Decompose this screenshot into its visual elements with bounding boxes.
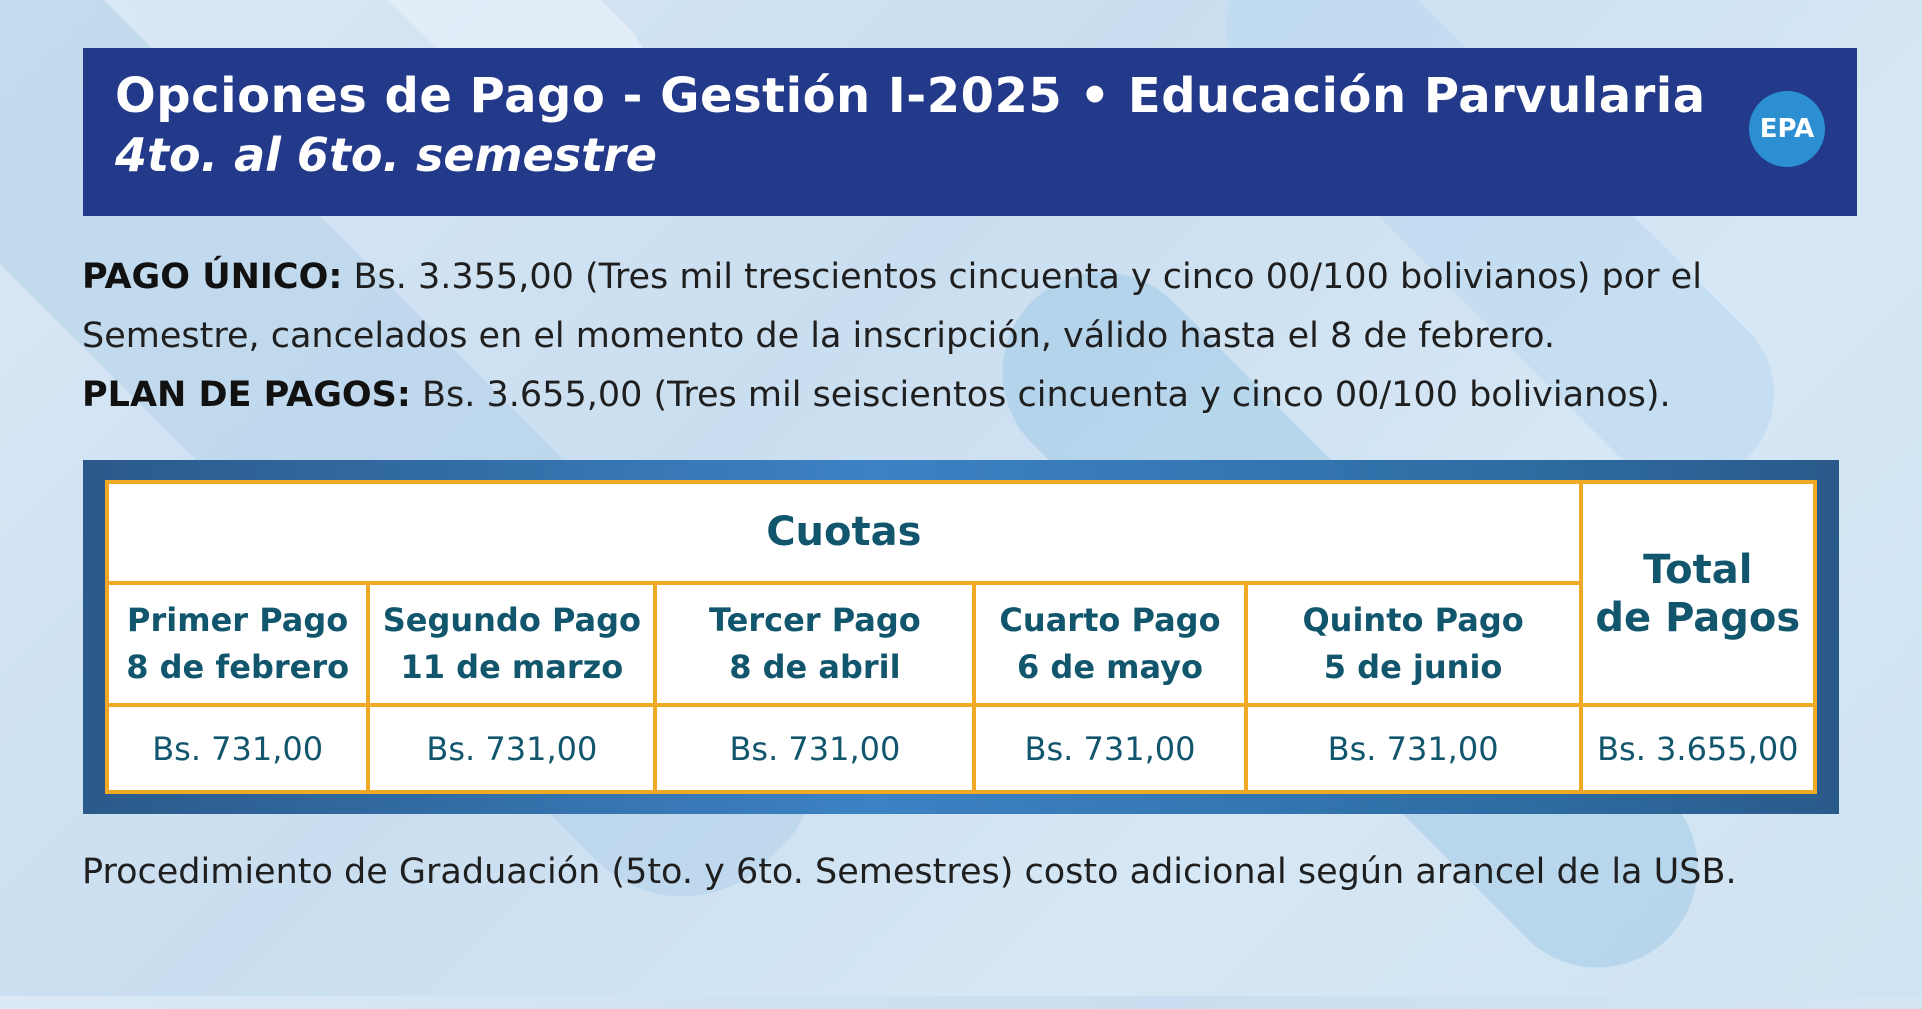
payment-header	[368, 583, 655, 706]
plan-pagos-paragraph	[82, 366, 1842, 425]
pago-unico-text: Bs. 3.355,00 (Tres mil trescientos cincuenta y cinco 00/100 bolivianos) por el Semestre, cancelados en el momento de la inscripción, válido hasta el 8 de febrero.	[82, 257, 1702, 356]
total-amount: Bs. 3.655,00	[1581, 705, 1815, 792]
total-header-line1: Total	[1643, 546, 1753, 593]
payment-date: 11 de marzo	[400, 648, 624, 687]
payment-header	[655, 583, 974, 706]
pago-unico-paragraph	[82, 248, 1842, 366]
payment-table-frame	[83, 460, 1839, 814]
payment-amount: Bs. 731,00	[368, 705, 655, 792]
page-title: Opciones de Pago - Gestión I-2025 • Educación Parvularia	[115, 68, 1706, 124]
payment-date: 5 de junio	[1323, 648, 1503, 687]
header-banner	[83, 48, 1857, 216]
table-row	[107, 705, 1815, 792]
page-subtitle: 4to. al 6to. semestre	[115, 128, 657, 182]
plan-pagos-label: PLAN DE PAGOS:	[82, 375, 411, 415]
payment-name: Quinto Pago	[1302, 601, 1524, 640]
total-header	[1581, 482, 1815, 705]
payment-amount: Bs. 731,00	[1246, 705, 1581, 792]
payment-name: Primer Pago	[127, 601, 349, 640]
total-header-line2: de Pagos	[1595, 594, 1801, 641]
payment-amount: Bs. 731,00	[107, 705, 368, 792]
payment-amount: Bs. 731,00	[974, 705, 1245, 792]
payment-date: 8 de abril	[729, 648, 901, 687]
payment-info	[82, 248, 1842, 425]
payment-date: 8 de febrero	[126, 648, 350, 687]
graduation-note: Procedimiento de Graduación (5to. y 6to. Semestres) costo adicional según arancel de la USB.	[82, 852, 1737, 892]
payment-name: Tercer Pago	[709, 601, 921, 640]
plan-pagos-text: Bs. 3.655,00 (Tres mil seiscientos cincuenta y cinco 00/100 bolivianos).	[410, 375, 1671, 415]
payment-table	[105, 480, 1817, 794]
payment-header	[1246, 583, 1581, 706]
payment-name: Cuarto Pago	[999, 601, 1221, 640]
epa-logo: EPA	[1749, 91, 1825, 167]
payment-header	[974, 583, 1245, 706]
payment-header	[107, 583, 368, 706]
cuotas-header: Cuotas	[107, 482, 1581, 583]
pago-unico-label: PAGO ÚNICO:	[82, 257, 343, 297]
payment-amount: Bs. 731,00	[655, 705, 974, 792]
payment-date: 6 de mayo	[1017, 648, 1203, 687]
payment-name: Segundo Pago	[382, 601, 642, 640]
